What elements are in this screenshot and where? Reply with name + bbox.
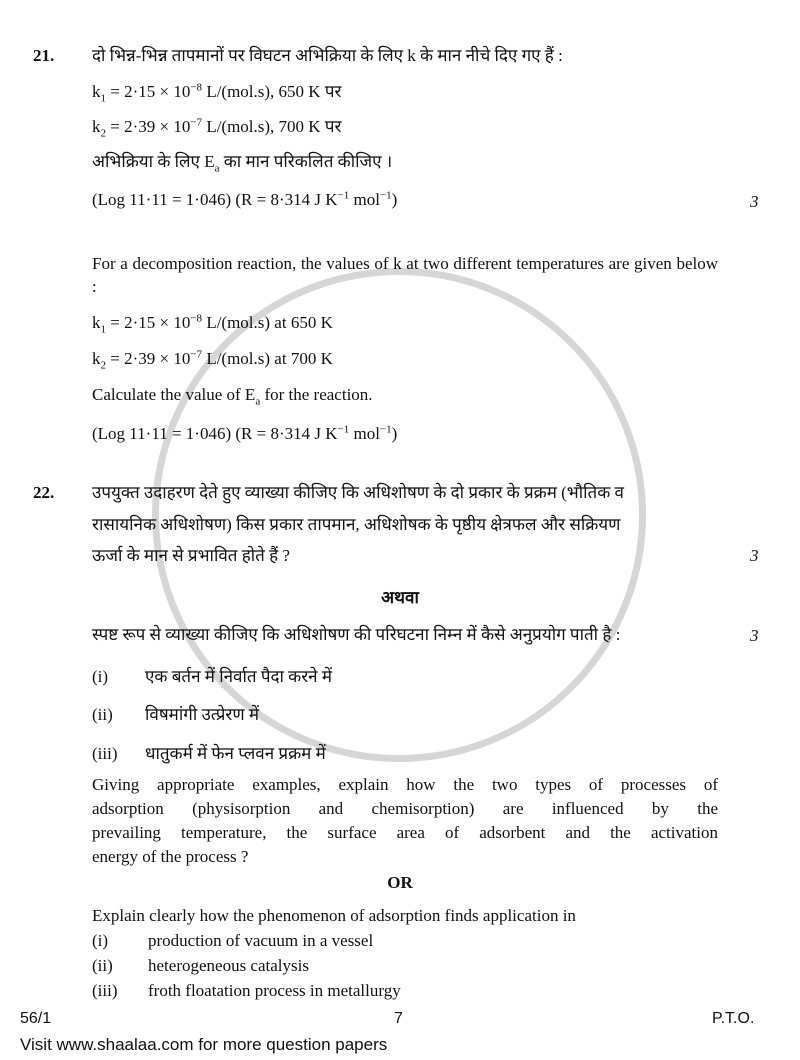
list-item-text: एक बर्तन में निर्वात पैदा करने में: [145, 667, 333, 686]
list-item: (i): [92, 667, 109, 686]
list-item-text: विषमांगी उत्प्रेरण में: [145, 705, 260, 724]
list-item-text: production of vacuum in a vessel: [148, 931, 374, 950]
q21-hindi-ask: अभिक्रिया के लिए $E_a$ का मान परिकलित कीजिए ।: [92, 152, 393, 175]
question-number: 22.: [33, 483, 55, 502]
q21-given-hindi: (Log 11·11 = 1·046) (R = 8·314 J $K^{-1}$ mol$^{-1}$): [92, 189, 398, 209]
q22-alt-hindi: स्पष्ट रूप से व्याख्या कीजिए कि अधिशोषण की परिघटना निम्न में कैसे अनुप्रयोग पाती है :: [92, 625, 621, 644]
pto-label: P.T.O.: [712, 1010, 755, 1027]
or-hindi: अथवा: [381, 588, 419, 607]
q22-english-line: energy of the process ?: [92, 847, 249, 866]
marks: 3: [750, 626, 759, 645]
paper-code: 56/1: [20, 1010, 52, 1027]
marks: 3: [750, 546, 759, 565]
page-number: 7: [394, 1010, 403, 1027]
question-number: 21.: [33, 46, 55, 65]
q22-alt-english: Explain clearly how the phenomenon of adsorption finds application in: [92, 906, 576, 925]
list-item-text: froth floatation process in metallurgy: [148, 981, 401, 1000]
visit-link[interactable]: Visit www.shaalaa.com for more question papers: [20, 1035, 388, 1054]
q21-english-intro: For a decomposition reaction, the values of k at two different temperatures are given below :: [92, 254, 718, 296]
q22-english-line: Giving appropriate examples, explain how the two types of processes of: [92, 775, 718, 794]
q22-english-line: prevailing temperature, the surface area of adsorbent and the activation: [92, 823, 718, 842]
list-item-text: धातुकर्म में फेन प्लवन प्रक्रम में: [145, 744, 326, 763]
q21-hindi-intro: दो भिन्न-भिन्न तापमानों पर विघटन अभिक्रिया के लिए k के मान नीचे दिए गए हैं :: [92, 46, 563, 65]
q22-hindi-line: रासायनिक अधिशोषण) किस प्रकार तापमान, अधिशोषक के पृष्ठीय क्षेत्रफल और सक्रियण: [92, 515, 621, 534]
q21-k2-english: $k_2 = 2\cdot 39 \times 10^{-7}$ L/(mol.s) at 700 K: [92, 348, 333, 372]
or-english: OR: [387, 873, 413, 892]
list-item: (iii): [92, 744, 118, 763]
q22-english-line: adsorption (physisorption and chemisorption) are influenced by the: [92, 799, 718, 818]
q21-k1-english: $k_1 = 2\cdot 15 \times 10^{-8}$ L/(mol.s) at 650 K: [92, 312, 333, 336]
list-item: (iii): [92, 981, 118, 1000]
list-item: (ii): [92, 956, 113, 975]
q21-k2-hindi: $k_2 = 2\cdot 39 \times 10^{-7}$ L/(mol.s), 700 K पर: [92, 116, 342, 140]
q22-hindi-line: ऊर्जा के मान से प्रभावित होते हैं ?: [92, 546, 290, 565]
q22-hindi-line: उपयुक्त उदाहरण देते हुए व्याख्या कीजिए कि अधिशोषण के दो प्रकार के प्रक्रम (भौतिक व: [92, 483, 624, 502]
marks: 3: [750, 192, 759, 211]
list-item: (i): [92, 931, 109, 950]
list-item: (ii): [92, 705, 113, 724]
q21-given-english: (Log 11·11 = 1·046) (R = 8·314 J $K^{-1}$ mol$^{-1}$): [92, 423, 398, 443]
list-item-text: heterogeneous catalysis: [148, 956, 309, 975]
q21-k1-hindi: $k_1 = 2\cdot 15 \times 10^{-8}$ L/(mol.s), 650 K पर: [92, 81, 342, 105]
q21-english-ask: Calculate the value of $E_a$ for the reaction.: [92, 385, 373, 408]
